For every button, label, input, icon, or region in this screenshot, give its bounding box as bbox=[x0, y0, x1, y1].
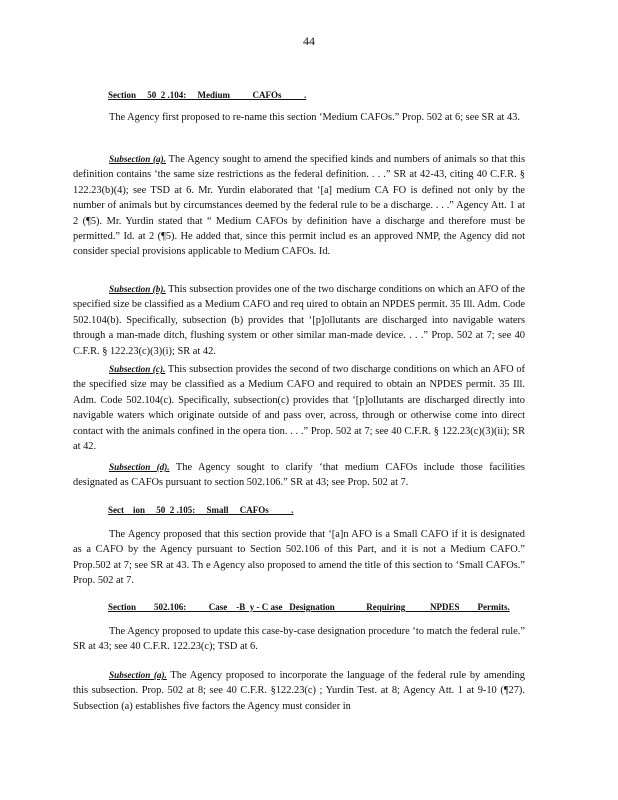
paragraph-text: The Agency first proposed to re-name this section ‘Medium CAFOs.” Prop. 502 at 6; see SR at 43. bbox=[109, 112, 520, 123]
section-heading-502-106: Section 502.106: Case -B y - C ase Designation Requiring NPDES Permits. bbox=[108, 602, 510, 612]
paragraph-subsection-c bbox=[73, 362, 525, 454]
paragraph-text: This subsection provides one of the two discharge conditions on which an AFO of the specified size be classified as a Medium CAFO and req uired to obtain an NPDES permit. 35 Ill. Adm. Code 502.104(b). Specifically, subsection (b) provides that ‘[p]ollutants are discharged into navigable waters through a man-made ditch, flushing system or other similar man-made device. . . .” Prop. 502 at 7; see 40 C.F.R. § 122.23(c)(3)(i); SR at 42. bbox=[73, 284, 525, 357]
section-heading-502-105: Sect ion 50 2 .105: Small CAFOs . bbox=[108, 505, 294, 515]
paragraph-small-cafos bbox=[73, 527, 525, 589]
subsection-label: Subsection (c). bbox=[109, 364, 166, 374]
paragraph-text: This subsection provides the second of two discharge conditions on which an AFO of the specified size may be classified as a Medium CAFO and required to obtain an NPDES permit. 35 Ill. Adm. Code 502.104(c). Specifically, subsection(c) provides that ‘[p]ollutants are discharged directly into navigable waters which originate outside of and pass over, across, through or otherwise come into direct contact with the animals confined in the opera tion. . . .” Prop. 502 at 7; see 40 C.F.R. § 122.23(c)(3)(ii); SR at 42. bbox=[73, 364, 525, 453]
paragraph-text: The Agency proposed that this section provide that ‘[a]n AFO is a Small CAFO if it is designated as a CAFO by the Agency pursuant to Section 502.106 of this Part, and it is not a Medium CAFO.” Prop.502 at 7; see SR at 43. Th e Agency also proposed to amend the title of this section to ‘Small CAFOs.” Prop. 502 at 7. bbox=[73, 529, 525, 587]
subsection-label: Subsection (a). bbox=[109, 154, 166, 164]
section-heading-502-104: Section 50 2 .104: Medium CAFOs . bbox=[108, 90, 307, 100]
paragraph-intro-medium-cafos bbox=[73, 110, 525, 125]
paragraph-text: The Agency sought to clarify ‘that medium CAFOs include those facilities designated as CAFOs pursuant to section 502.106.” SR at 43; see Prop. 502 at 7. bbox=[73, 462, 525, 489]
subsection-label: Subsection (b). bbox=[109, 284, 166, 294]
paragraph-subsection-b bbox=[73, 282, 525, 359]
paragraph-text: The Agency proposed to incorporate the language of the federal rule by amending this subsection. Prop. 502 at 8; see 40 C.F.R. §122.23(c) ; Yurdin Test. at 8; Agency Att. 1 at 9-10 (¶27). Subsection (a) establishes five factors the Agency must consider in bbox=[73, 670, 525, 712]
paragraph-subsection-d bbox=[73, 460, 525, 491]
paragraph-subsection-a-502-106 bbox=[73, 668, 525, 714]
paragraph-text: The Agency proposed to update this case-by-case designation procedure ‘to match the federal rule.” SR at 43; see 40 C.F.R. 122.23(c); TSD at 6. bbox=[73, 626, 525, 653]
paragraph-case-by-case bbox=[73, 624, 525, 655]
paragraph-text: The Agency sought to amend the specified kinds and numbers of animals so that this definition contains ‘the same size restrictions as the federal definition. . . .” SR at 42-43, citing 40 C.F.R. § 122.23(b)(4); see TSD at 6. Mr. Yurdin elaborated that ‘[a] medium CA FO is defined not only by the number of animals but by circumstances deemed by the federal rule to be a discharge. . . .” Agency Att. 1 at 2 (¶5). Mr. Yurdin stated that “ Medium CAFOs by definition have a discharge and therefore must be permitted.” Id. at 2 (¶5). He added that, since this permit includ es an approved NMP, the Agency did not consider special provisions applicable to Medium CAFOs. Id. bbox=[73, 154, 525, 258]
paragraph-subsection-a bbox=[73, 152, 525, 260]
subsection-label: Subsection (a). bbox=[109, 670, 167, 680]
page-number: 44 bbox=[303, 34, 315, 48]
subsection-label: Subsection (d). bbox=[109, 462, 170, 472]
